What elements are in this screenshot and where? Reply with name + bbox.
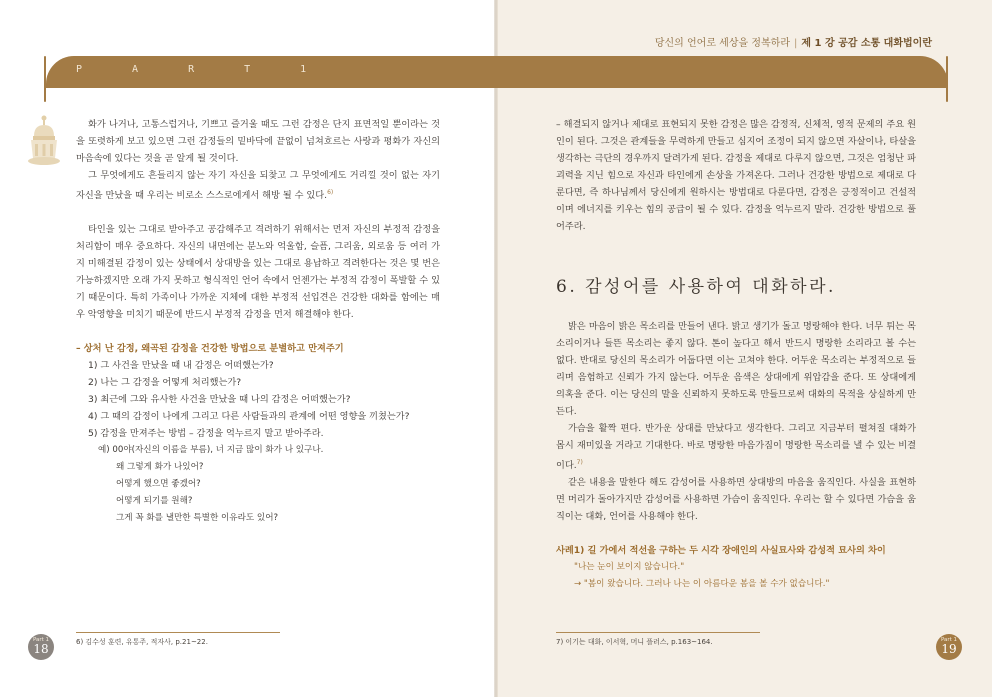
example-line-4: 그게 꼭 화를 낼만한 특별한 이유라도 있어? [116,513,279,524]
list-item-5: 5) 감정을 만져주는 방법 – 감정을 억누르지 말고 받아주라. [88,428,324,440]
list-item-3: 3) 최근에 그와 유사한 사건을 만났을 때 나의 감정은 어떠했는가? [88,394,351,406]
right-para-4: 같은 내용을 말한다 해도 감성어를 사용하면 상대방의 마음을 움직인다. 사실을 표현하면 머리가 돌아가지만 감성어를 사용하면 가슴이 움직인다. 우리는 할 수 있다면 가슴을 움직이는 대화, 언어를 사용해야 한다. [556,477,916,523]
footnote-rule-left [76,632,280,633]
example-line-2: 어떻게 했으면 좋겠어? [116,479,201,490]
quote-2: → "봄이 왔습니다. 그러나 나는 이 아름다운 봄을 볼 수가 없습니다." [574,579,830,590]
section-heading: 6. 감성어를 사용하여 대화하라. [556,277,836,297]
left-para-1a: 화가 나거나, 고통스럽거나, 기쁘고 즐거울 때도 그런 감정은 단지 표면적일 뿐이라는 것을 또렷하게 보고 있으면 그런 감정들의 밑바닥에 끝없이 넘쳐흐르는 사랑과 평화가 자신의 마음속에 있다는 것을 곧 알게 될 것이다. [76,119,440,164]
header-band-right [496,56,948,88]
header-band-edge-right [946,56,948,102]
example-line-1: 왜 그렇게 화가 나있어? [116,462,204,473]
page-number-right: 19 [941,642,957,656]
left-para-1b-text: 그 무엇에게도 흔들리지 않는 자기 자신을 되찾고 그 무엇에게도 거리낄 것이 없는 자기 자신을 만났을 때 우리는 비로소 스스로에게서 해방 될 수 있다. [76,170,440,202]
right-para-2: 밝은 마음이 밝은 목소리를 만들어 낸다. 밝고 생기가 돌고 명랑해야 한다. 너무 튀는 목소리이거나 들뜬 목소리는 좋지 않다. 톤이 높다고 해서 반드시 명랑한 소리라고 볼 수는 없다. 반대로 당신의 목소리가 어둡다면 이는 고쳐야 한다. 어두운 목소리는 부정적으로 들리며 음험하고 신뢰가 가지 않는다. 어두운 음색은 상대에게 위압감을 준다. 또 상대에게 의혹을 준다. 이는 당신의 말을 신뢰하지 못하도록 만들므로써 대화의 목적을 상실하게 만든다. [556,321,916,417]
left-para-1b [76,167,440,204]
right-text-block-1 [556,116,916,235]
right-para-3-text: 가슴을 활짝 편다. 반가운 상대를 만났다고 생각한다. 그리고 지금부터 펼쳐질 대화가 몹시 재미있을 거라고 기대한다. 바로 명랑한 마음가짐이 명랑한 목소리를 낼 수 있는 비결이다. [556,423,916,472]
page-number-badge-right [936,634,962,660]
page-part-left: Part 1 [32,637,50,643]
page-number-badge-left [28,634,54,660]
footnote-mark-7: 7) [576,459,583,466]
right-para-1: – 해결되지 않거나 제대로 표현되지 못한 감정은 많은 감정적, 신체적, 영적 문제의 주요 원인이 된다. 그것은 관계들을 무력하게 만들고 심지어 조정이 되지 않으면 자살이나, 타살을 생각하는 극단의 경우까지 달려가게 된다. 감정을 제대로 다루지 않으면, 그것은 엄청난 파괴력을 지닌 힘으로 자신과 타인에게 손상을 가져온다. 그러나 건강한 방법으로 제대로 다룬다면, 즉 하나님께서 당신에게 원하시는 방법대로 다룬다면, 감정은 긍정적이고 건설적이며 에너지를 키우는 힘의 공급이 될 수 있다. 감정을 억누르지 말라. 건강한 방법으로 풀어주라. [556,119,916,232]
list-item-2: 2) 나는 그 감정을 어떻게 처리했는가? [88,377,242,389]
footnote-mark-6: 6) [327,189,334,196]
chapter-title: 제 1 강 공감 소통 대화법이란 [801,38,932,49]
header-band-edge-left [44,56,46,102]
right-text-block-2 [556,318,916,593]
part-label: P A R T 1 [76,64,329,75]
left-para-2: 타인을 있는 그대로 받아주고 공감해주고 격려하기 위해서는 먼저 자신의 부정적 감정을 처리함이 매우 중요하다. 자신의 내면에는 분노와 억울함, 슬픔, 그리움, 외로움 등 여러 가지 미해결된 감정이 있는 상태에서 상대방을 있는 그대로 용납하고 격려한다는 것은 몇 번은 가능하겠지만 오래 가지 못하고 형식적인 언어 속에서 언젠가는 부정적 감정이 폭발할 수 있기 때문이다. 특히 가족이나 가까운 지체에 대한 부정적 선입견은 건강한 대화를 함에는 매우 악영향을 미치기 때문에 반드시 부정적 감정을 먼저 해결해야 한다. [76,224,440,321]
example-line-3: 어떻게 되기를 원해? [116,496,193,507]
book-gutter [494,0,498,697]
left-text-block-1 [76,116,440,527]
footnote-6: 6) 김수성 훈련, 유통주, 적자사, p.21~22. [76,638,208,646]
list-item-4: 4) 그 때의 감정이 나에게 그리고 다른 사람들과의 관계에 어떤 영향을 끼쳤는가? [88,411,410,423]
page-part-right: Part 1 [940,637,958,643]
running-head-separator: | [793,38,798,49]
book-title: 당신의 언어로 세상을 정복하라 [654,38,790,49]
case-title: 사례1) 길 가에서 적선을 구하는 두 시각 장애인의 사실묘사와 감성적 묘사의 차이 [556,545,886,557]
example-intro: 예) 00야(자신의 이름을 부름), 너 지금 많이 화가 나 있구나. [98,445,324,456]
quote-1: "나는 눈이 보이지 않습니다." [574,562,685,573]
list-item-1: 1) 그 사건을 만났을 때 내 감정은 어떠했는가? [88,360,274,372]
footnote-7: 7) 이기는 대화, 이서혁, 머니 플러스, p.163~164. [556,638,713,646]
footnote-rule-right [556,632,760,633]
running-head [655,34,932,49]
page-number-left: 18 [33,642,49,656]
left-subhead: – 상처 난 감정, 왜곡된 감정을 건강한 방법으로 분별하고 만져주기 [76,343,344,355]
right-para-3 [556,420,916,474]
ornament-icon [26,114,62,166]
